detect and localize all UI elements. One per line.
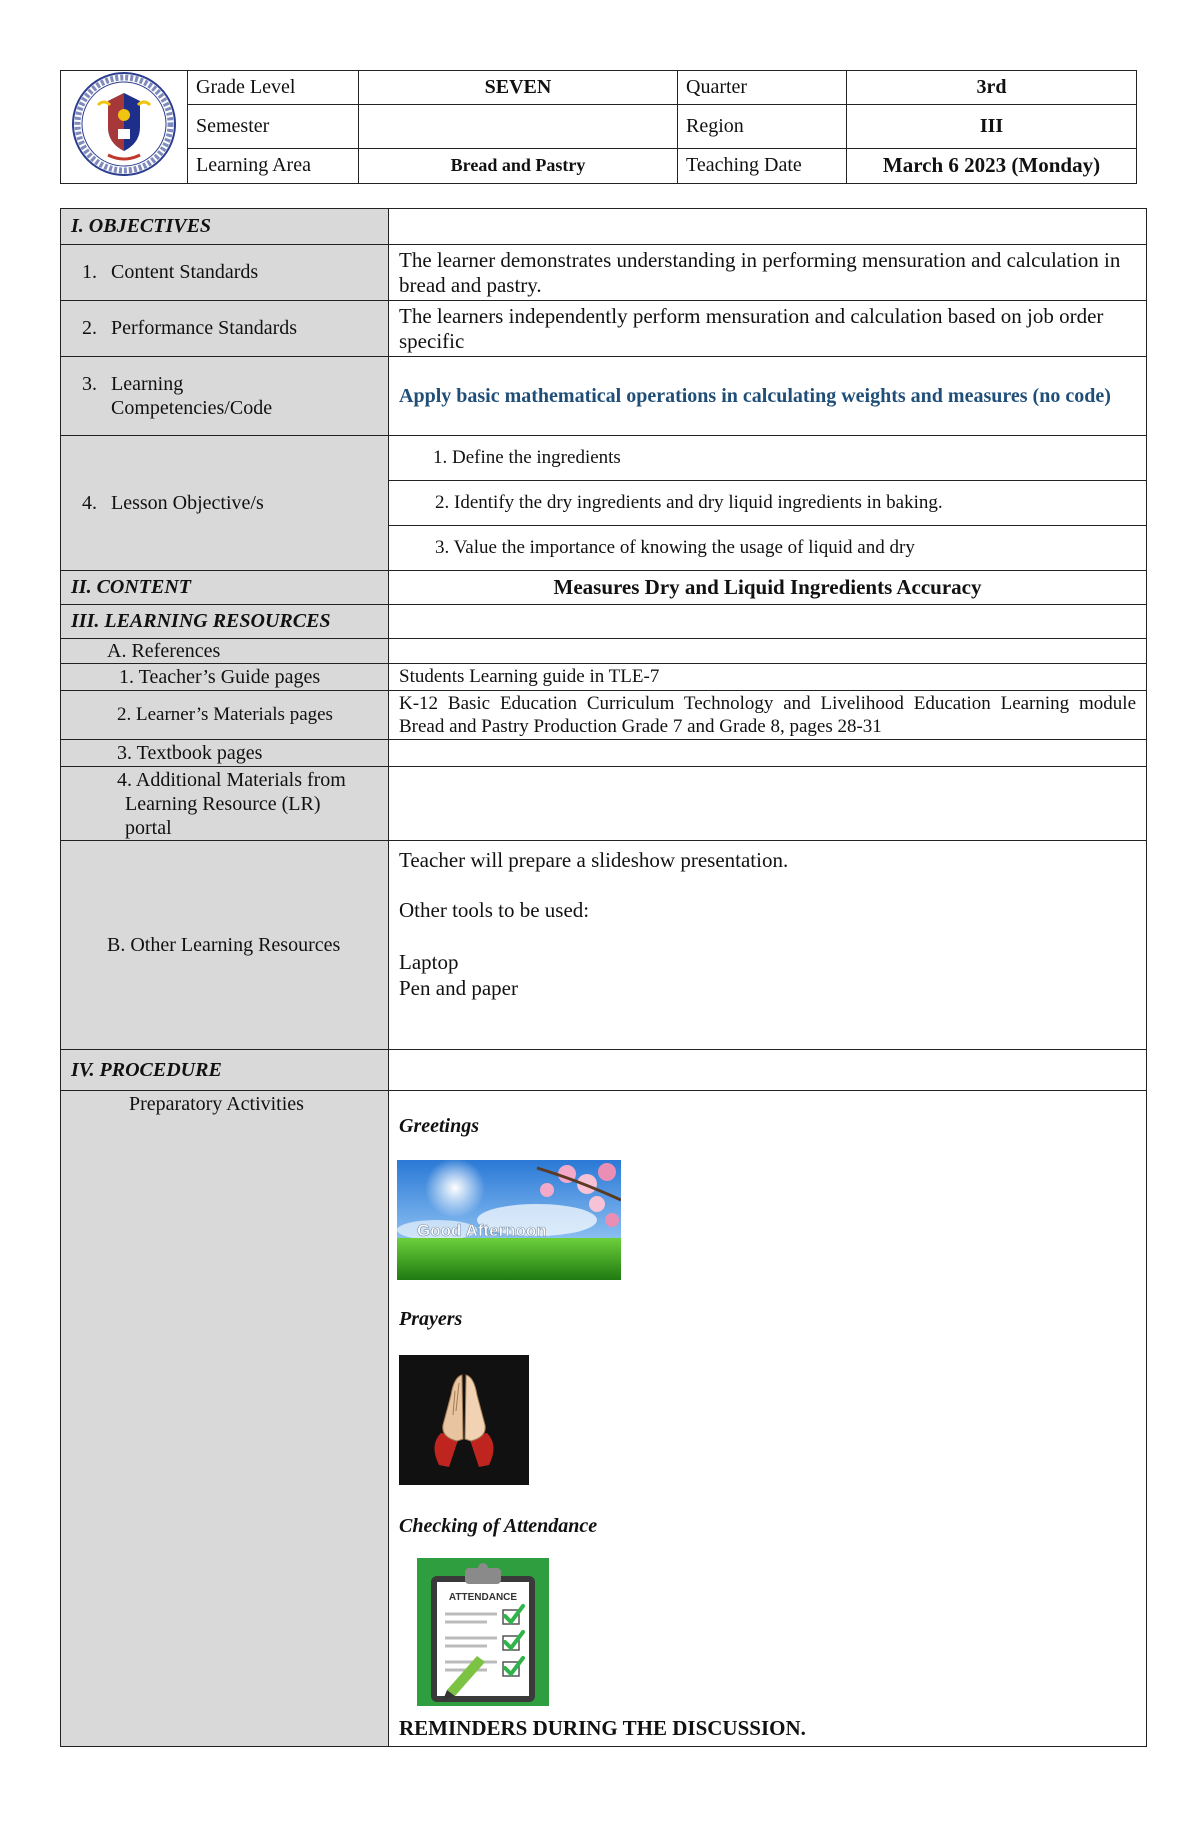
attendance-heading: Checking of Attendance xyxy=(399,1515,598,1537)
quarter-value: 3rd xyxy=(847,71,1137,105)
resources-heading: III. LEARNING RESOURCES xyxy=(61,605,389,639)
teacher-guide-label: 1. Teacher’s Guide pages xyxy=(61,664,389,691)
content-standards-text: The learner demonstrates understanding in performing mensuration and calculation in bread and pastry. xyxy=(389,245,1147,301)
good-afternoon-text: Good Afternoon xyxy=(417,1221,547,1240)
region-value: III xyxy=(847,105,1137,149)
grade-level-value: SEVEN xyxy=(359,71,678,105)
performance-standards-label: Performance Standards xyxy=(111,317,298,339)
performance-standards-label-cell xyxy=(61,301,389,357)
competencies-text: Apply basic mathematical operations in calculating weights and measures (no code) xyxy=(389,357,1147,436)
other-resources-line4: Pen and paper xyxy=(399,976,518,1000)
content-standards-label-cell xyxy=(61,245,389,301)
content-topic: Measures Dry and Liquid Ingredients Accuracy xyxy=(389,571,1147,605)
resources-heading-blank xyxy=(389,605,1147,639)
objectives-heading: I. OBJECTIVES xyxy=(61,209,389,245)
deped-seal-cell xyxy=(61,71,188,184)
reminders-heading: REMINDERS DURING THE DISCUSSION. xyxy=(399,1716,806,1740)
greetings-heading: Greetings xyxy=(399,1115,479,1137)
other-resources-line1: Teacher will prepare a slideshow presentation. xyxy=(399,848,789,872)
textbook-blank xyxy=(389,740,1147,767)
grade-level-label: Grade Level xyxy=(188,71,359,105)
competencies-label-line2: Competencies/Code xyxy=(111,397,273,419)
preparatory-label: Preparatory Activities xyxy=(61,1091,389,1747)
teaching-date-value: March 6 2023 (Monday) xyxy=(847,148,1137,183)
references-label: A. References xyxy=(61,639,389,664)
additional-materials-blank xyxy=(389,767,1147,841)
teaching-date-label: Teaching Date xyxy=(678,148,847,183)
other-resources-cell xyxy=(389,841,1147,1050)
learner-materials-value: K-12 Basic Education Curriculum Technology and Livelihood Education Learning module Bread and Pastry Production Grade 7 and Grade 8, pages 28-31 xyxy=(389,691,1147,740)
references-blank xyxy=(389,639,1147,664)
quarter-label: Quarter xyxy=(678,71,847,105)
learning-area-value: Bread and Pastry xyxy=(359,148,678,183)
textbook-label: 3. Textbook pages xyxy=(61,740,389,767)
additional-label-line3: portal xyxy=(125,816,172,839)
procedure-heading-blank xyxy=(389,1050,1147,1091)
other-resources-line3: Laptop xyxy=(399,950,459,974)
additional-label-line2: Learning Resource (LR) xyxy=(125,792,321,815)
lesson-objectives-label: Lesson Objective/s xyxy=(111,491,264,514)
region-label: Region xyxy=(678,105,847,149)
deped-seal-icon xyxy=(68,71,180,177)
semester-label: Semester xyxy=(188,105,359,149)
competencies-num: 3. xyxy=(82,373,97,395)
good-afternoon-image xyxy=(397,1160,621,1280)
lesson-objective-2: 2. Identify the dry ingredients and dry liquid ingredients in baking. xyxy=(389,481,1147,526)
lesson-plan-table xyxy=(60,208,1147,1747)
learning-area-label: Learning Area xyxy=(188,148,359,183)
teacher-guide-value: Students Learning guide in TLE-7 xyxy=(389,664,1147,691)
learner-materials-label: 2. Learner’s Materials pages xyxy=(61,691,389,740)
praying-hands-image xyxy=(399,1355,529,1485)
content-standards-num: 1. xyxy=(82,261,97,283)
lesson-objectives-num: 4. xyxy=(82,491,97,514)
lesson-objectives-label-cell xyxy=(61,436,389,571)
semester-value xyxy=(359,105,678,149)
lesson-objective-1: 1. Define the ingredients xyxy=(389,436,1147,481)
competencies-label-line1: Learning xyxy=(111,373,184,395)
other-resources-line2: Other tools to be used: xyxy=(399,898,590,922)
header-table xyxy=(60,70,1137,184)
lesson-objective-3: 3. Value the importance of knowing the usage of liquid and dry xyxy=(389,526,1147,571)
procedure-heading: IV. PROCEDURE xyxy=(61,1050,389,1091)
attendance-clipboard-image xyxy=(417,1558,549,1706)
performance-standards-num: 2. xyxy=(82,317,97,339)
preparatory-activities-cell xyxy=(389,1091,1147,1747)
content-standards-label: Content Standards xyxy=(111,261,259,283)
content-heading: II. CONTENT xyxy=(61,571,389,605)
attendance-image-text: ATTENDANCE xyxy=(448,1592,518,1603)
performance-standards-text: The learners independently perform mensuration and calculation based on job order specific xyxy=(389,301,1147,357)
additional-label-line1: 4. Additional Materials from xyxy=(117,768,346,791)
other-resources-label: B. Other Learning Resources xyxy=(61,841,389,1050)
prayers-heading: Prayers xyxy=(399,1308,463,1330)
competencies-label-cell xyxy=(61,357,389,436)
additional-materials-label-cell xyxy=(61,767,389,841)
objectives-heading-blank xyxy=(389,209,1147,245)
